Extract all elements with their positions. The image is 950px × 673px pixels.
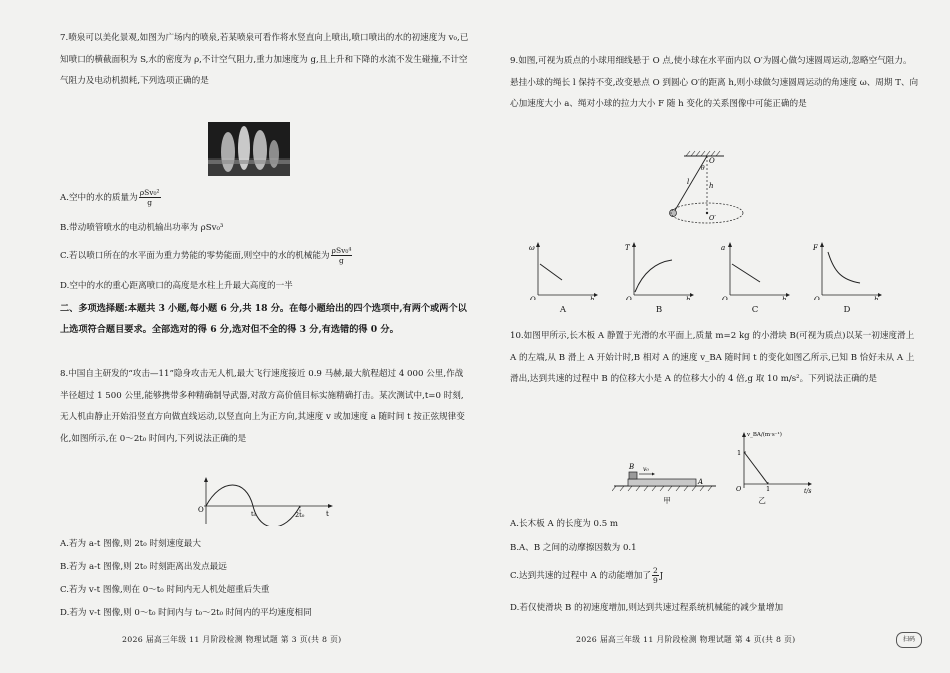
q9-graph-b-xlabel: h	[686, 296, 691, 300]
q8-origin-label: O	[198, 506, 204, 514]
q9-graph-c-origin: O	[722, 296, 728, 300]
q10-option-c: C.达到共速的过程中 A 的动能增加了 $\frac{2}{9}$ J	[510, 566, 664, 585]
q9-graph-b-origin: O	[626, 296, 632, 300]
q10-option-a: A.长木板 A 的长度为 0.5 m	[510, 519, 619, 529]
q9-graph-a	[528, 240, 598, 320]
q8-2t0-label: 2t₀	[295, 511, 305, 519]
right-page	[510, 0, 920, 673]
q8-option-b: B.若为 a-t 图像,则 2t₀ 时刻距离出发点最远	[60, 562, 227, 572]
q8-t-axis-label: t	[326, 510, 329, 518]
q8-option-c: C.若为 v-t 图像,则在 0～t₀ 时间内无人机处超重后失重	[60, 585, 270, 595]
left-page	[60, 0, 470, 673]
q9-choice-c: C	[751, 305, 759, 315]
q9-l-label: l	[687, 178, 690, 186]
q9-graph-d	[812, 240, 882, 320]
q9-o-prime-label: O′	[709, 214, 716, 222]
q9-graph-a-xlabel: h	[590, 296, 595, 300]
q9-graph-c-xlabel: h	[782, 296, 787, 300]
q8-sine-graph	[196, 476, 336, 536]
right-page-footer: 2026 届高三年级 11 月阶段检测 物理试题 第 4 页(共 8 页)	[576, 635, 796, 644]
q10-board-a-label: A	[698, 478, 704, 486]
q7-option-d: D.空中的水的重心距离喷口的高度是水柱上升最大高度的一半	[60, 281, 293, 291]
q10-yi-origin: O	[736, 485, 742, 493]
q9-pendulum-figure	[662, 150, 772, 242]
q10-option-d: D.若仅使滑块 B 的初速度增加,则达到共速过程系统机械能的减少量增加	[510, 603, 784, 613]
q9-choice-d: D	[843, 305, 851, 315]
q9-h-label: h	[709, 182, 714, 190]
q10-option-b: B.A、B 之间的动摩擦因数为 0.1	[510, 543, 637, 553]
scan-stamp: 扫码	[896, 632, 922, 648]
left-page-footer: 2026 届高三年级 11 月阶段检测 物理试题 第 3 页(共 8 页)	[122, 635, 342, 644]
q9-graph-b-ylabel: T	[625, 244, 630, 252]
q7-option-c: C.若以喷口所在的水平面为重力势能的零势能面,则空中的水的机械能为 $\frac{\text{ρSv₀⁴}}{g}$	[60, 246, 352, 265]
q10-yi-ylabel: v_BA/(m·s⁻¹)	[747, 432, 782, 438]
q9-graph-b	[624, 240, 694, 320]
q10-figure-yi	[732, 428, 822, 512]
q8-stem: 8.中国自主研发的“攻击—11”隐身攻击无人机,最大飞行速度接近 0.9 马赫,最大航程超过 4 000 公里,作战半径超过 1 500 公里,能够携带多种精确制导武器,对敌方高价值目标实施精确打击。某次测试中,t=0 时刻,无人机由静止开始沿竖直方向做直线运动,以竖直向上为正方向,其速度 v 或加速度 a 随时间 t 按正弦规律变化,如图所示,在 0～2t₀ 时间内,下列说法正确的是	[60, 369, 465, 444]
section-header-multi-choice: 二、多项选择题:本题共 3 小题,每小题 6 分,共 18 分。在每小题给出的四个选项中,有两个或两个以上选项符合题目要求。全部选对的得 6 分,选对但不全的得 3 分,有选错的得 0 分。	[60, 303, 467, 335]
q9-graph-d-xlabel: h	[874, 296, 879, 300]
q9-graph-d-ylabel: F	[813, 244, 818, 252]
q10-v0-label: v₀	[643, 466, 649, 473]
q10-caption-yi: 乙	[758, 496, 766, 505]
q9-graph-d-origin: O	[814, 296, 820, 300]
q7-option-b: B.带动喷管喷水的电动机输出功率为 ρSv₀³	[60, 223, 224, 233]
q9-graph-c-ylabel: a	[721, 244, 726, 252]
q9-graph-a-origin: O	[530, 296, 536, 300]
q10-caption-jia: 甲	[663, 496, 671, 505]
q9-graph-c	[720, 240, 790, 320]
q8-t0-label: t₀	[251, 510, 257, 518]
q10-stem: 10.如图甲所示,长木板 A 静置于光滑的水平面上,质量 m=2 kg 的小滑块 B(可视为质点)以某一初速度滑上 A 的左端,从 B 滑上 A 开始计时,B 相对 A 的速度 v_BA 随时间 t 的变化如图乙所示,已知 B 恰好未从 A 上滑出,达到共速的过程中 B 的位移大小是 A 的位移大小的 4 倍,g 取 10 m/s²。下列说法正确的是	[510, 331, 915, 384]
q10-yi-xlabel: t/s	[804, 488, 812, 494]
q8-option-a: A.若为 a-t 图像,则 2t₀ 时刻速度最大	[60, 539, 201, 549]
q10-figure-jia	[612, 454, 722, 510]
q9-stem: 9.如图,可视为质点的小球用细线悬于 O 点,使小球在水平面内以 O′为圆心做匀速圆周运动,忽略空气阻力。悬挂小球的绳长 l 保持不变,改变悬点 O 到圆心 O′的距离 h,则小球做匀速圆周运动的角速度 ω、周期 T、向心加速度大小 a、绳对小球的拉力大小 F 随 h 变化的关系图像中可能正确的是	[510, 56, 919, 109]
q10-yi-y1-label: 1	[737, 449, 742, 457]
q10-yi-x1-label: 1	[766, 485, 771, 493]
fountain-photo	[208, 122, 290, 176]
q9-choice-b: B	[655, 305, 663, 315]
q9-graph-a-ylabel: ω	[529, 244, 535, 252]
q9-o-label: O	[709, 157, 715, 165]
q9-choice-a: A	[559, 305, 567, 315]
q7-stem: 7.喷泉可以美化景观,如图为广场内的喷泉,若某喷泉可看作将水竖直向上喷出,喷口喷出的水的初速度为 v₀,已知喷口的横截面积为 S,水的密度为 ρ,不计空气阻力,重力加速度为 g,且上升和下降的水流不发生碰撞,不计空气阻力及电动机损耗,下列选项正确的是	[60, 33, 469, 86]
q10-block-b-label: B	[629, 463, 635, 471]
q8-option-d: D.若为 v-t 图像,则 0～t₀ 时间内与 t₀～2t₀ 时间内的平均速度相同	[60, 608, 312, 618]
q7-option-a: A.空中的水的质量为 $\frac{\text{ρSv₀²}}{g}$	[60, 188, 160, 207]
q9-theta-label: θ	[701, 165, 705, 172]
